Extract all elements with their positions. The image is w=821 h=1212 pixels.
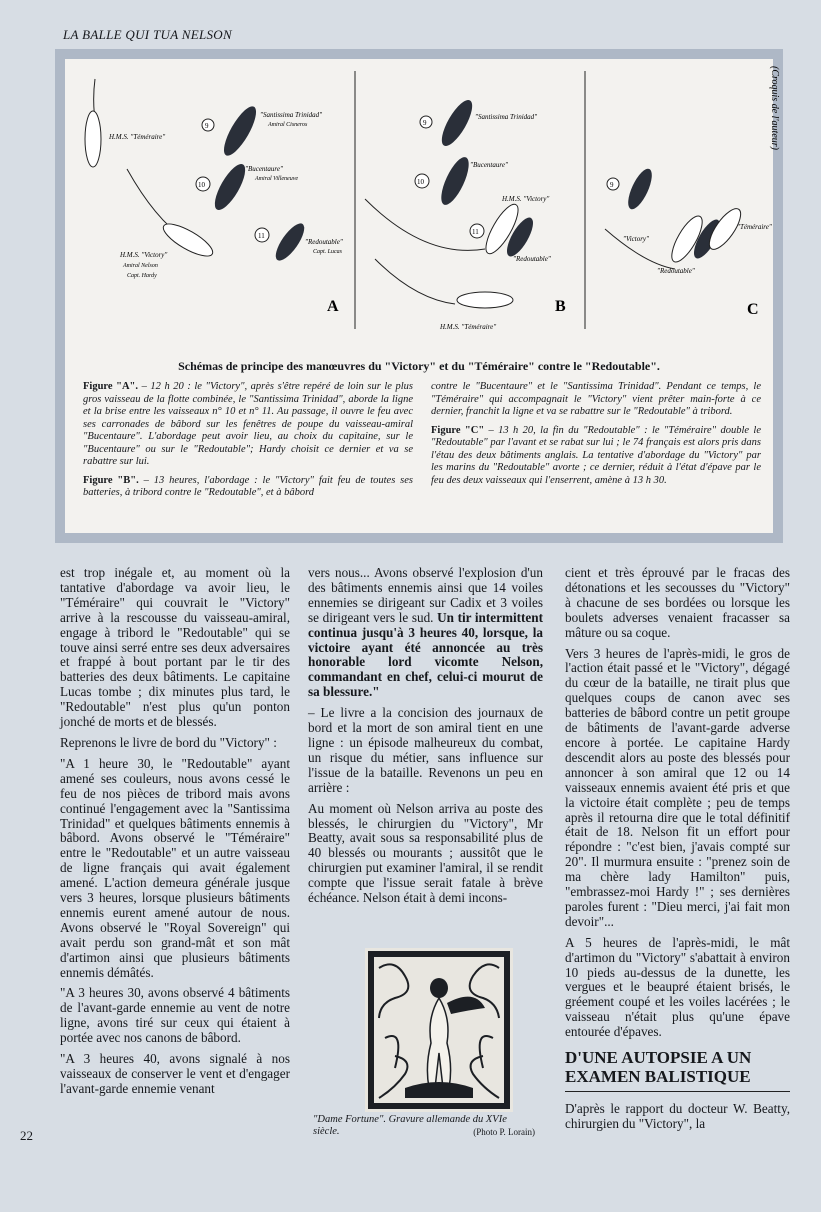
col2-p1-bold: Un tir intermittent continua jusqu'à 3 heures 40, lorsque, la victoire ayant été annoncée au très honorable lord vicomte Nelson, commandant en chef, celui-ci mourut de sa blessure." — [308, 609, 543, 700]
wake-line — [365, 199, 485, 250]
label-redoutable-c: "Redoutable" — [657, 267, 695, 275]
label-redoutable-a: "Redoutable" — [305, 238, 343, 246]
diagram-a — [85, 79, 343, 315]
label-santissima-sub-a: Amiral Cisneros — [268, 122, 308, 128]
diagram-c — [605, 166, 772, 318]
label-bucentaure-sub-a: Amiral Villeneuve — [255, 176, 299, 182]
label-santissima-a: "Santissima Trinidad" — [260, 111, 323, 119]
label-santissima-b: "Santissima Trinidad" — [475, 113, 538, 121]
fig-b-cont: contre le "Bucentaure" et le "Santissima Trinidad". Pendant ce temps, le "Téméraire" qui accompagnait le "Victory" vient prêter main-forte à ce dernier, franchit la ligne et va se rabattre sur le "Redoutable" à tribord. — [431, 381, 761, 417]
column-3 — [565, 566, 790, 1138]
num-9: 9 — [205, 122, 209, 130]
column-2 — [308, 566, 543, 912]
ship-santissima-b — [436, 96, 478, 150]
paragraph: Reprenons le livre de bord du "Victory" : — [60, 734, 277, 750]
panel-letter-c: C — [747, 301, 759, 318]
col2-p1: vers nous... Avons observé l'explosion d'un des bâtiments ennemis ainsi que 14 voiles ennemies se dirigeant sur Cadix et 3 voiles se dirigeant vers le sud. — [308, 565, 543, 625]
ship-temeraire-a — [85, 111, 101, 167]
dame-fortune-engraving — [365, 948, 513, 1112]
paragraph: "A 3 heures 40, avons signalé à nos vaisseaux de conserver le vent et d'engager l'avant-garde ennemie venant — [60, 1051, 290, 1096]
croquis-credit: (Croquis de l'auteur) — [769, 66, 780, 150]
figure-legend-right — [431, 381, 761, 493]
paragraph — [308, 566, 543, 700]
label-redoutable-b: "Redoutable" — [513, 255, 551, 263]
label-victory-sub2-a: Capt. Hardy — [127, 273, 157, 279]
diagram-b — [365, 96, 566, 331]
label-temeraire-b: H.M.S. "Téméraire" — [440, 323, 497, 331]
label-victory-a: H.M.S. "Victory" — [120, 251, 168, 259]
maneuver-diagrams — [65, 59, 773, 359]
engraving-caption-text: "Dame Fortune". Gravure allemande du XVIe siècle. — [313, 1114, 507, 1137]
num-11b: 11 — [472, 228, 479, 236]
wake-line — [375, 259, 455, 304]
paragraph: – Le livre a la concision des journaux de bord et la mort de son amiral tient en une ligne : un épisode malheureux du combat, un risque du métier, sans influence sur l'issue de la bataille. Revenons un peu en arrière : — [308, 705, 543, 795]
ship-bucentaure-b — [436, 154, 474, 209]
sketch-credit — [760, 66, 780, 206]
ship-temeraire-b — [457, 292, 513, 308]
panel-letter-a: A — [327, 298, 339, 315]
section-heading: D'UNE AUTOPSIE A UN EXAMEN BALISTIQUE — [565, 1048, 790, 1092]
paragraph: cient et très éprouvé par le fracas des détonations et les secousses du "Victory" à chacune de ses bordées ou lorsque les boulets adverses venaient fracasser sa mâture ou sa coque. — [565, 565, 790, 640]
num-9b: 9 — [423, 119, 427, 127]
label-bucentaure-b: "Bucentaure" — [470, 161, 508, 169]
fig-b-text: – 13 heures, l'abordage : le "Victory" fait feu de toutes ses batteries, à tribord contre le "Redoutable", et à bâbord — [83, 474, 414, 498]
figure-panel — [65, 59, 773, 533]
label-bucentaure-a: "Bucentaure" — [245, 165, 283, 173]
figure-legend-left — [83, 381, 413, 506]
paragraph: "A 3 heures 30, avons observé 4 bâtiments de l'avant-garde ennemie au vent de notre ligne, avons tiré sur ceux qui étaient à portée avec nos canons de bâbord. — [60, 985, 290, 1046]
fig-a-label: Figure "A". — [83, 381, 138, 392]
label-victory-b: H.M.S. "Victory" — [502, 195, 550, 203]
engraving-credit: (Photo P. Lorain) — [473, 1127, 535, 1137]
paragraph: "A 1 heure 30, le "Redoutable" ayant amené ses couleurs, nous avons cessé le feu de nos pièces de tribord mais avons continué l'engagement avec la "Santissima Trinidad" et quelques bâtiments ennemis à bâbord. Avons observé le "Téméraire" entre le "Redoutable" et un autre vaisseau de ligne français qui avait également amené. L'action demeura générale jusque vers 3 heures, lorsque plusieurs bâtiments ennemis eurent amené autour de nous. Avons observé le "Royal Sovereign" qui avait perdu son grand-mât et son mât d'artimon ainsi que plusieurs bâtiments ennemis démâtés. — [60, 755, 290, 980]
figure-main-caption: Schémas de principe des manœuvres du "Victory" et du "Téméraire" contre le "Redoutable". — [178, 359, 660, 373]
num-9c: 9 — [610, 181, 614, 189]
column-1 — [60, 566, 290, 1103]
panel-letter-b: B — [555, 298, 566, 315]
label-temeraire-a: H.M.S. "Téméraire" — [109, 133, 166, 141]
label-redoutable-sub-a: Capt. Lucas — [313, 249, 343, 255]
paragraph: A 5 heures de l'après-midi, le mât d'artimon du "Victory" s'abattait à environ 10 pieds au-dessus de la dunette, les vergues et le beaupré étaient brisés, le gréement coupé et les voiles lacérées ; le vaisseau n'était plus qu'une épave entourée d'épaves. — [565, 934, 790, 1040]
num-11: 11 — [258, 232, 265, 240]
num-10b: 10 — [417, 178, 424, 186]
fig-b-label: Figure "B". — [83, 474, 139, 486]
running-title: LA BALLE QUI TUA NELSON — [63, 27, 232, 42]
paragraph: D'après le rapport du docteur W. Beatty, chirurgien du "Victory", la — [565, 1101, 790, 1131]
figure-frame — [55, 49, 783, 543]
fig-c-label: Figure "C" — [431, 424, 485, 436]
engraving-caption — [313, 1114, 535, 1138]
ship-victory-a — [159, 218, 216, 262]
ship-santissima-c — [623, 166, 656, 213]
label-temeraire-c: "Téméraire" — [737, 223, 772, 231]
fig-c-text: – 13 h 20, la fin du "Redoutable" : le "Téméraire" double le "Redoutable" par l'avant et se rabat sur lui ; le 74 français est alors pris dans l'étau des deux bâtiments anglais. La tentative d'abordage du "Victory" par les marins du "Redoutable" avorte ; ce dernier, réduit à l'état d'épave par le feu des deux vaisseaux qui l'enserrent, amène à 13 h 30. — [431, 424, 761, 486]
ship-santissima-a — [218, 102, 262, 159]
num-10: 10 — [198, 181, 205, 189]
label-victory-sub1-a: Amiral Nelson — [123, 263, 158, 269]
ship-redoutable-a — [271, 219, 309, 264]
page-number: 22 — [20, 1128, 33, 1143]
paragraph: Au moment où Nelson arriva au poste des blessés, le chirurgien du "Victory", Mr Beatty, avait sous sa responsabilité plus de 40 blessés ou mourants ; aussitôt que le chirurgien put examiner l'amiral, il se rendit compte que l'issue serait fatale à brève échéance. Nelson était à demi incons- — [308, 800, 543, 906]
fig-a-text: – 12 h 20 : le "Victory", après s'être repéré de loin sur le plus gros vaisseau de la flotte combinée, le "Santissima Trinidad", aborde la ligne et la brise entre les vaisseaux n° 10 et n° 11. Au passage, il ouvre le feu avec ses carronades de bâbord sur les fenêtres de poupe du vaisseau-amiral "Bucentaure". L'abordage peut avoir lieu, au choix du capitaine, sur le "Bucentaure" ou sur le "Redoutable"; Hardy choisit ce dernier et va se rabattre sur lui. — [83, 381, 414, 467]
paragraph: Vers 3 heures de l'après-midi, le gros de l'action était passé et le "Victory", dégagé du cœur de la bataille, ne tirait plus que quelques coups de canon avec ses batteries de bâbord contre un petit groupe de bâtiments de l'avant-garde adverse encore à portée. Le capitaine Hardy descendit alors au poste des blessés pour annoncer à son amiral que 12 ou 14 vaisseaux ennemis avaient été pris et que la victoire était complète ; peu de temps après il retourna dire que le total définitif était de 18. Nelson fit un effort pour répondre : "c'est bien, j'avais compté sur 20". Il murmura ensuite : "prenez soin de ma chère lady Hamilton" puis, "embrassez-moi Hardy !" ; ses dernières paroles furent : "Dieu merci, j'ai fait mon devoir"... — [565, 645, 790, 929]
paragraph: est trop inégale et, au moment où la tantative d'abordage va avoir lieu, le "Téméraire" qui couvrait le "Victory" arrive à la rescousse du vaisseau-amiral, engage à tribord le "Redoutable" qui se touve ainsi serré entre ses deux adversaires et frappé à bout portant par le tir des batteries des deux bâtiments. Le capitaine Lucas tombe ; dix minutes plus tard, le "Redoutable" n'est plus qu'un ponton jonché de morts et de blessés. — [60, 565, 290, 730]
label-victory-c: "Victory" — [623, 235, 649, 243]
